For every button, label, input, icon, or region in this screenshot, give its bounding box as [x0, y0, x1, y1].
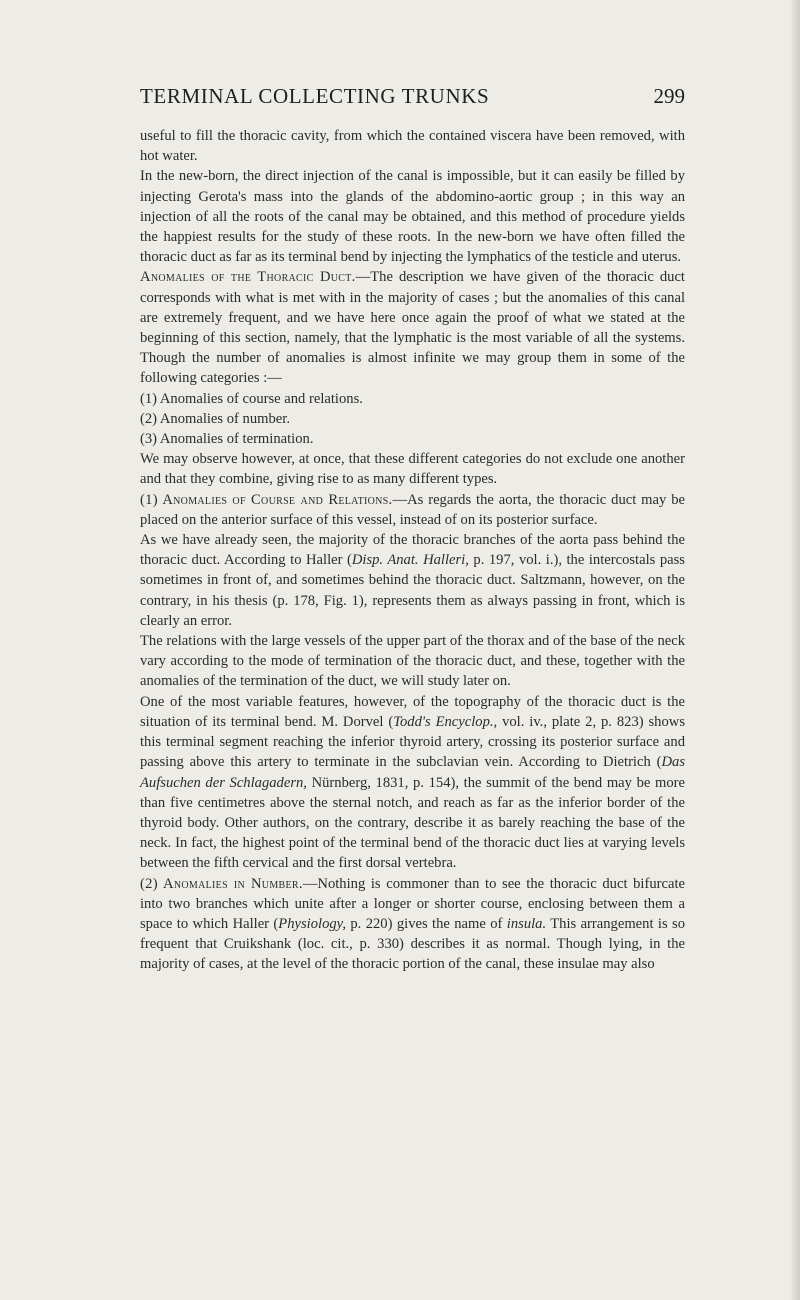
paragraph-text: p. 197, vol. i.), the intercostals pass sometimes in front of, and sometimes behind the thoracic duct. Saltzmann, however, on the contrary, in his thesis (p. 178, Fig. 1), represents them as always passing in front, which is clearly an error.	[140, 552, 685, 629]
citation: Physiology,	[278, 915, 346, 932]
running-title: TERMINAL COLLECTING TRUNKS	[140, 84, 490, 108]
body-text	[140, 126, 685, 975]
citation: Das Aufsuchen der Schlagadern,	[140, 754, 685, 791]
section-heading: (2) Anomalies in Number.	[140, 875, 303, 892]
paragraph-text: This arrangement is so frequent that Cruikshank (loc. cit., p. 330) describes it as normal. Though lying, in the majority of cases, at the level of the thoracic portion of the canal, these insulae may also	[140, 915, 685, 973]
paragraph-text: —The description we have given of the thoracic duct corresponds with what is met with in the majority of cases ; but the anomalies of this canal are extremely frequent, and we have here once again the proof of what we stated at the beginning of this section, namely, that the lymphatic is the most variable of all the systems. Though the number of anomalies is almost infinite we may group them in some of the following categories :—	[140, 269, 685, 387]
paragraph-text: One of the most variable features, however, of the topography of the thoracic duct is the situation of its terminal bend. M. Dorvel (	[140, 693, 685, 730]
paragraph-text: p. 220) gives the name of	[346, 915, 507, 932]
list-item: (2) Anomalies of number.	[140, 410, 290, 427]
paragraph	[140, 267, 685, 388]
page-number: 299	[653, 84, 685, 108]
page-edge-shadow	[790, 0, 800, 1300]
paragraph-text: Nürnberg, 1831, p. 154), the summit of the bend may be more than five centimetres above the sternal notch, and reach as far as the inferior border of the thyroid body. Other authors, on the contrary, describe it as barely reaching the base of the neck. In fact, the highest point of the terminal bend of the thoracic duct lies at varying levels between the fifth cervical and the first dorsal vertebra.	[140, 774, 685, 872]
paragraph-text: vol. iv., plate 2, p. 823) shows this terminal segment reaching the inferior thyroid artery, crossing its posterior surface and passing above this artery to terminate in the subclavian vein. According to Dietrich (	[140, 713, 685, 771]
paragraph: The relations with the large vessels of the upper part of the thorax and of the base of the neck vary according to the mode of termination of the thoracic duct, and these, together with the anomalies of the termination of the duct, we will study later on.	[140, 633, 685, 690]
citation: Todd's Encyclop.,	[393, 713, 498, 730]
paragraph: useful to fill the thoracic cavity, from which the contained viscera have been removed, with hot water.	[140, 128, 685, 165]
paragraph-text: As we have already seen, the majority of the thoracic branches of the aorta pass behind the thoracic duct. According to Haller (	[140, 532, 685, 569]
running-head	[140, 84, 685, 114]
paragraph-text: —Nothing is commoner than to see the thoracic duct bifurcate into two branches which unite after a longer or shorter course, enclosing between them a space to which Haller (	[140, 875, 685, 932]
paragraph	[140, 530, 685, 631]
section-heading: (1) Anomalies of Course and Relations.	[140, 491, 393, 508]
paragraph: We may observe however, at once, that these different categories do not exclude one another and that they combine, giving rise to as many different types.	[140, 451, 685, 488]
paragraph	[140, 692, 685, 874]
paragraph: In the new-born, the direct injection of the canal is impossible, but it can easily be filled by injecting Gerota's mass into the glands of the abdomino-aortic group ; in this way an injection of all the roots of the canal may be obtained, and this method of procedure yields the happiest results for the study of these roots. In the new-born we have often filled the thoracic duct as far as its terminal bend by injecting the lymphatics of the testicle and uterus.	[140, 168, 685, 266]
citation: Disp. Anat. Halleri,	[351, 552, 469, 569]
section-heading: Anomalies of the Thoracic Duct.	[140, 269, 356, 286]
list-item: (3) Anomalies of termination.	[140, 431, 314, 448]
paragraph-text: —As regards the aorta, the thoracic duct may be placed on the anterior surface of this vessel, instead of on its posterior surface.	[140, 491, 685, 528]
list-item: (1) Anomalies of course and relations.	[140, 390, 363, 407]
paragraph	[140, 874, 685, 975]
citation: insula.	[506, 915, 547, 932]
paragraph	[140, 490, 685, 530]
